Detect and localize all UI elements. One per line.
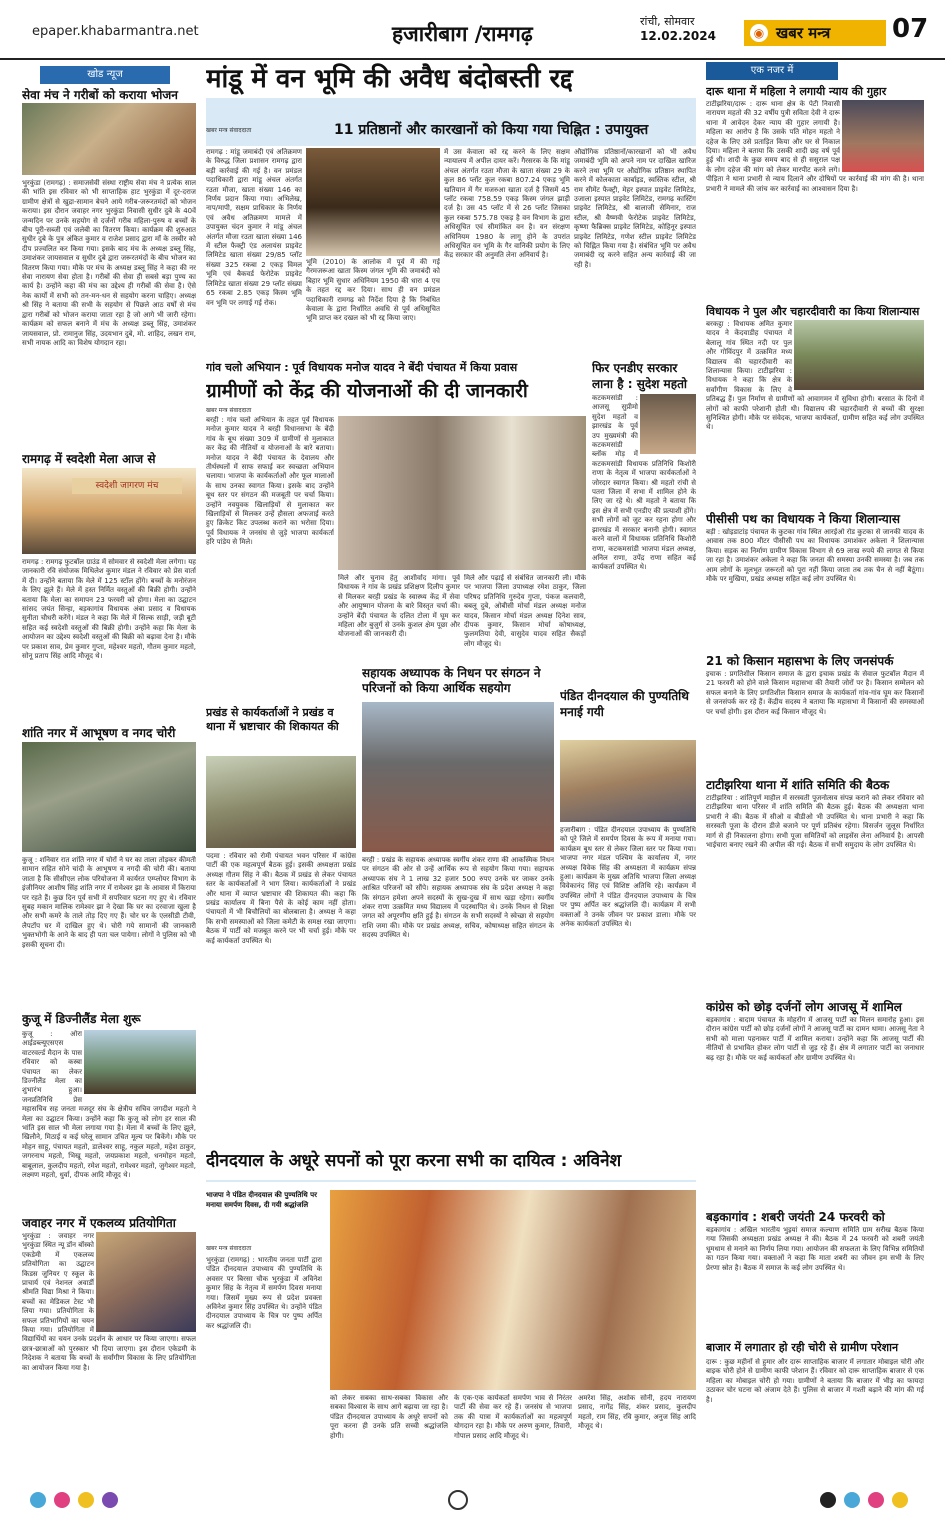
story-title: रामगढ़ में स्वदेशी मेला आज से xyxy=(22,452,156,466)
lead-body-col1: रामगढ़ : मांडू जमाबंदी एवं अतिक्रमण के विरुद्ध जिला प्रशासन रामगढ़ द्वारा बड़ी कार्रवाई की गई है। वन प्रमंडल पदाधिकारी द्वारा मांडू अंचल अंतर्गत रउता मौजा, खाता संख्या 146 का निर्णय प्रदान किया गया। अभिलेख, नाप/मापी, सक्षम प्राधिकार के निर्णय एवं अवैध अतिक्रमण मामले में उपायुक्त चंदन कुमार ने मांडू अंचल अंतर्गत मौजा रउता खाता संख्या 146 में स्टील फैक्ट्री एंड अलायंस प्राइवेट लिमिटेड खाता संख्या 29/85 प्लॉट संख्या 325 रकबा 2 एकड़ विमल भूमि एवं बैकवर्ड फेरोटेक प्राइवेट लिमिटेड खाता संख्या 29 प्लॉट संख्या 65 रकबा 2.85 एकड़ किस्म भूमि वन भूमि पर लगाई गई रोक। xyxy=(206,148,302,307)
brand-name: खबर मन्त्र xyxy=(776,24,831,42)
story-text: भुरकुंडा : जवाहर नगर भुरकुंडा स्थित न्यू डॉन बॉस्को एकडेमी में एकलव्य प्रतियोगिता का उद्घाटन किडस जुनियर ए स्कूल के प्राचार्य एवं नेशनल अवार्डी श्रीमति विद्या मिश्रा ने किया। बच्चों का मेडिकल टेस्ट भी लिया गया। प्रतियोगिता के सफल प्रतिभागियों का चयन किया गया। प्रतियोगिता में विद्यार्थियों का चयन उनके प्रदर्शन के आधार पर किया जाएगा। सफल छात्र-छात्राओं को पुरस्कार भी दिया जाएगा। इस दौरान एकेडमी के निदेशक ने बताया कि बच्चों के सर्वांगीण विकास के लिए प्रतियोगिता का आयोजन किया गया है। xyxy=(22,1232,196,1372)
story-photo xyxy=(22,103,196,175)
masthead xyxy=(0,0,945,60)
story-body: के एक-एक कार्यकर्ता समर्पण भाव से निरंतर पार्टी की सेवा कर रहे हैं। जनसंघ से भाजपा तक की यात्रा में कार्यकर्ताओं का महत्वपूर्ण योगदान रहा है। मौके पर अरुण कुमार, तिवारी, गोपाल प्रसाद आदि मौजूद थे। xyxy=(454,1394,572,1440)
story-body: टाटीझरिया : शांतिपूर्ण माहौल में सरस्वती पूजनोत्सव संपन्न कराने को लेकर रविवार को टाटीझरिया थाना परिसर में शांति समिति की बैठक हुई। बैठक की अध्यक्षता थाना प्रभारी ने की। बैठक में सीओ व बीडीओ भी उपस्थित थे। थाना प्रभारी ने कहा कि सरस्वती पूजा के दौरान डीजे बजाने पर पूर्ण प्रतिबंध रहेगा। विसर्जन जुलूस निर्धारित मार्ग से ही निकालना होगा। सभी पूजा समितियों को लाइसेंस लेना अनिवार्य है। आपसी भाईचारा बनाए रखने की अपील की गई। बैठक में सभी समुदाय के लोग उपस्थित थे। xyxy=(706,794,924,850)
story-body xyxy=(706,320,924,504)
story-text: बरकट्ठा : विधायक अमित कुमार यादव ने केंदवाडीह पंचायत में बेलालू गांव स्थित नदी पर पुल और गोविंदपुर में उत्क्रमित मध्य विद्यालय की चहारदीवारी का शिलान्यास किया। टाटीझरिया : विधायक ने कहा कि क्षेत्र के सर्वांगीण विकास के लिए वे प्रतिबद्ध हैं। पुल निर्माण से ग्रामीणों को आवागमन में सुविधा होगी। बरसात के दिनों में लोगों को काफी परेशानी होती थी। विद्यालय की चहारदीवारी से बच्चों की सुरक्षा सुनिश्चित होगी। मौके पर संवेदक, भाजपा कार्यकर्ता, ग्रामीण सहित कई लोग उपस्थित थे। xyxy=(706,320,924,432)
lead-subhead: 11 प्रतिष्ठानों और कारखानों को किया गया चिह्नित : उपायुक्त xyxy=(334,122,649,138)
story-title: जवाहर नगर में एकलव्य प्रतियोगिता xyxy=(22,1216,176,1230)
story-title: पंडित दीनदयाल की पुण्यतिथि मनाई गयी xyxy=(560,689,689,719)
lead-body-col3: में उस केवाला को रद्द करने के लिए सक्षम न्यायालय में अपील दायर करें। गैरसरक के कि मांडू अंचल अंतर्गत रउता मौजा के खाता संख्या 29 के कुल 86 प्लॉट कुल रकबा 807.24 एकड़ भूमि खतियान में गैर मजरुआ खाता दर्ज है जिसमें 45 प्लॉट रकबा 758.59 एकड़ किस्म जंगल झाड़ी दर्ज है। उस 45 प्लॉट में से 26 प्लॉट जिसका कुल रकबा 575.78 एकड़ है वन विभाग के द्वारा अधिसूचित एवं सीमांकित वन है। वन संरक्षण अधिनियम 1980 के लागू होने के उपरांत अधिसूचित वन भूमि के गैर वानिकी प्रयोग के लिए केंद्र सरकार की अनुमति लेना अनिवार्य है। xyxy=(444,148,570,260)
color-dot xyxy=(820,1492,836,1508)
story-text: कुजू : ओरा आईडब्ल्यूएसएस वाटरवर्ल्ड मैदान के पास रविवार को कस्बा पंचायत का लेकर डिज्नीलैंड मेला का शुभारंभ हुआ। जनप्रतिनिधि प्रेस महासचिव सह जनता मजदूर संघ के क्षेत्रीय सचिव जगदीश महतो ने मेला का उद्घाटन किया। उन्होंने कहा कि कुजू को लोग हर साल की भांति इस साल भी मेला लगाया गया है। मेला में बच्चों के लिए झूले, खिलौने, मिठाई व कई घरेलू सामान उचित मूल्य पर बिकेंगे। मौके पर मोहन साहू, पंचायत महतो, डालेश्वर साहू, नकुल महतो, महेश ठाकुर, जगरनाथ महतो, भिखू महतो, जयप्रकाश महतो, धनमोहन महतो, बाबूलाल, कुलदीप महतो, रमेश महतो, रामेश्वर महतो, जुगेश्वर महतो, लक्ष्मण महतो, धुर्वा, दीपक आदि मौजूद थे। xyxy=(22,1030,196,1180)
story-photo xyxy=(22,742,196,852)
lead-headline: मांडू में वन भूमि की अवैध बंदोबस्ती रद्द xyxy=(206,64,573,94)
color-dot xyxy=(30,1492,46,1508)
story-body: हजारीबाग : पंडित दीनदयाल उपाध्याय के पुण्यतिथि को पूरे जिले में समर्पण दिवस के रूप में मनाया गया। कार्यक्रम बूथ स्तर से लेकर जिला स्तर पर किया गया। भाजपा नगर मंडल पश्चिम के कार्यालय में, नगर अध्यक्ष विवेक सिंह की अध्यक्षता में कार्यक्रम संपन्न हुआ। कार्यक्रम के मुख्य अतिथि भाजपा जिला अध्यक्ष विवेकानंद सिंह एवं विशिष्ट अतिथि रहे। कार्यक्रम में उपस्थित लोगों ने पंडित दीनदयाल उपाध्याय के चित्र पर पुष्प अर्पित कर श्रद्धांजलि दी। कार्यक्रम में सभी वक्ताओं ने उनके जीवन पर प्रकाश डाला। मौके पर अनेक कार्यकर्ता उपस्थित थे। xyxy=(560,826,696,929)
registration-mark-icon xyxy=(448,1490,468,1510)
color-dot xyxy=(892,1492,908,1508)
story-title: फिर एनडीए सरकार लाना है : सुदेश महतो xyxy=(592,361,688,391)
story-body: पदमा : रविवार को रोमी पंचायत भवन परिसर में कांग्रेस पार्टी की एक महत्वपूर्ण बैठक हुई। इसकी अध्यक्षता प्रखंड अध्यक्ष गौतम सिंह ने की। बैठक में प्रखंड से लेकर पंचायत स्तर के कार्यकर्ताओं ने भाग लिया। कार्यकर्ताओं ने प्रखंड और थाना में व्याप्त भ्रष्टाचार की शिकायत की। कहा कि प्रखंड कार्यालय में बिना पैसे के कोई काम नहीं होता। पंचायतों में भी बिचौलियों का बोलबाला है। अध्यक्ष ने कहा कि सभी समस्याओं को जिला कमेटी के समक्ष रखा जाएगा। बैठक में पार्टी को मजबूत करने पर भी चर्चा हुई। मौके पर कई कार्यकर्ता उपस्थित थे। xyxy=(206,852,356,945)
color-dot xyxy=(844,1492,860,1508)
divider xyxy=(206,1180,696,1182)
story-body xyxy=(592,394,696,698)
story-body: भुरकुंडा (रामगढ़) : समाजसेवी संस्था राष्ट्रीय सेवा मंच ने प्रत्येक साल की भांति इस रविवार को भी साप्ताहिक हाट भुरकुंडा में दूर-दराज ग्रामीण क्षेत्रों से खुद्रा-सामान बेचने आये गरीब-जरूरतमंदों को भोजन कराया। इस दौरान जवाहर नगर भुरकुंडा निवासी सुधीर दुबे के 40वें जन्मदिन पर उनके सहयोग से दर्जनों गरीब महिला-पुरुष व बच्चों के बीच पूरी-सब्जी एवं जलेबी का वितरण किया। कार्यक्रम की शुरुआत सुधीर दुबे के पुत्र अंकित कुमार व राजेश प्रसाद द्वारा माँ के तस्वीर को दीप प्रज्वलित कर किया गया। इसके बाद मंच के अध्यक्ष डब्लू सिंह, उमाशंकर जायसवाल व सुधीर दुबे द्वारा जरूरतमंदों के बीच भोजन का वितरण किया गया। मौके पर मंच के अध्यक्ष डब्लू सिंह ने कहा की नर सेवा नारायण सेवा होता है। गरीबों की सेवा ही सबसे बड़ा पुण्य का कार्य है। उन्होंने कहा की मंच का उद्देश्य ही गरीबों की सेवा है। ऐसे नेक कार्यों में सभी को तन-मन-धन से सहयोग करना चाहिए। अध्यक्ष श्री सिंह ने बताया की सभी के सहयोग से पिछले आठ वर्षों से मंच द्वारा गरीबों को भोजन कराया जाता रहा है जो आगे भी जारी रहेगा। कार्यक्रम को सफल बनाने में मंच के अध्यक्ष डब्लू सिंह, उमाशंकर जायसवाल, प्रो. रामानुज सिंह, उदयभान दुबे, मो. शाहिद, लखन राम, सभी नायक आदि का विशेष योगदान रहा। xyxy=(22,179,196,347)
story-body: भुरकुंडा (रामगढ़) : भारतीय जनता पार्टी द्वारा पंडित दीनदयाल उपाध्याय की पुण्यतिथि के अवसर पर बिरसा चौक भुरकुंडा में अविनेश कुमार सिंह के नेतृत्व में समर्पण दिवस मनाया गया। जिसमें मुख्य रूप से प्रदेश प्रवक्ता अविनेश कुमार सिंह उपस्थित थे। उन्होंने पंडित दीनदयाल उपाध्याय के चित्र पर पुष्प अर्पित कर श्रद्धांजलि दी। xyxy=(206,1256,322,1330)
story-photo xyxy=(560,740,696,822)
story-title: दीनदयाल के अधूरे सपनों को पूरा करना सभी का दायित्व : अविनेश xyxy=(206,1151,622,1171)
lead-body-col4: औद्योगिक प्रतिष्ठानों/कारखानों को भी अवैध जमाबंदी भूमि को अपने नाम पर दाखिल खारिज करने तथा भूमि पर औद्योगिक प्रतिष्ठान स्थापित करने में कोलकाता कार्बाइड, स्वस्तिक स्टील, श्री राम सीमेंट फैक्ट्री, मेहर इस्पात प्राइवेट लिमिटेड, उजाला इस्पात प्राइवेट लिमिटेड, रामगढ़ कास्टिंग प्राइवेट लिमिटेड, श्री बालाजी सेमिनार, राज स्टील, श्री वैष्णवी फेरोटेक प्राइवेट लिमिटेड, कृष्णा फैब्रिक्स प्राइवेट लिमिटेड, कोहिनूर इस्पात प्राइवेट लिमिटेड, गणेश स्टील प्राइवेट लिमिटेड को चिह्नित किया गया है। संबंधित भूमि पर अवैध जमाबंदी रद्द करने सहित अन्य कार्रवाई की जा रही है। xyxy=(574,148,696,269)
subhead-band xyxy=(206,98,696,146)
story-title: सेवा मंच ने गरीबों को कराया भोजन xyxy=(22,88,178,102)
story-body: बड़कागांव : अखिल भारतीय भुइयां समाज कल्याण समिति ग्राम सरीख बैठक किया गया जिसकी अध्यक्षता प्रखंड अध्यक्ष ने की। बैठक में 24 फरवरी को शबरी जयंती धूमधाम से मनाने का निर्णय लिया गया। आयोजन की सफलता के लिए विभिन्न समितियों का गठन किया गया। वक्ताओं ने कहा कि माता शबरी का जीवन हम सभी के लिए प्रेरणा स्रोत है। बैठक में समाज के कई लोग उपस्थित थे। xyxy=(706,1226,924,1272)
story-title: बाजार में लगातार हो रही चोरी से ग्रामीण परेशान xyxy=(706,1341,899,1354)
story-body: मिले और पढ़ाई से संबंधित जानकारी ली। मौके पर भाजपा जिला उपाध्यक्ष रमेश ठाकुर, जिला परिषद प्रतिनिधि गुरुदेव गुप्ता, पंकज कलवारी, बबलू दुबे, ओबीसी मोर्चा मंडल अध्यक्ष मनोज यादव, किसान मोर्चा मंडल अध्यक्ष दिनेश साव, दीपक कुमार, किसान मोर्चा कोषाध्यक्ष, फुलमतिया देवी, वासुदेव यादव सहित सैकड़ों लोग मौजूद थे। xyxy=(464,574,586,648)
story-photo xyxy=(330,1190,696,1390)
story-text: टाटीझरिया/दारू : दारू थाना क्षेत्र के पेटी निवासी नारायण महतो की 32 वर्षीय पुत्री सविता देवी ने दारू थाना में आवेदन देकर न्याय की गुहार लगायी है। महिला का आरोप है कि उसके पति मोहन महतो ने दहेज के लिए उसे प्रताड़ित किया और घर से निकाल दिया। महिला ने बताया कि उसकी शादी छह वर्ष पूर्व हुई थी। शादी के कुछ समय बाद से ही ससुराल पक्ष के लोग दहेज की मांग को लेकर मारपीट करने लगे। पीड़िता ने थाना प्रभारी से न्याय दिलाने और दोषियों पर कार्रवाई की मांग की है। थाना प्रभारी ने मामले की जांच कर कार्रवाई का आश्वासन दिया है। xyxy=(706,100,924,193)
story-body: बरही : प्रखंड के सहायक अध्यापक स्वर्गीय शंकर राणा की आकस्मिक निधन पर संगठन की ओर से उन्हें आर्थिक रूप से सहयोग किया गया। सहायक अध्यापक संघ ने 1 लाख 32 हजार 500 रुपए उनके घर जाकर उनके आश्रित परिजनों को सौंपे। सहायक अध्यापक संघ के प्रदेश अध्यक्ष ने कहा कि संगठन हमेशा अपने सदस्यों के सुख-दुख में साथ खड़ा रहेगा। स्वर्गीय शंकर राणा उत्क्रमित मध्य विद्यालय में पदस्थापित थे। उनके निधन से शिक्षा जगत को अपूरणीय क्षति हुई है। संगठन के सभी सदस्यों ने स्वेच्छा से सहयोग राशि जमा की। मौके पर प्रखंड अध्यक्ष, सचिव, कोषाध्यक्ष सहित संगठन के सदस्य उपस्थित थे। xyxy=(362,856,554,940)
section-tag: खोड न्यूज xyxy=(40,66,170,84)
story-body xyxy=(706,100,924,296)
story-body: मिले और चुनाव हेतु आशीर्वाद मांगा। पूर्व विधायक ने गांव के प्रखंड प्रशिक्षण दिलीप कुमार से मिलकर बरही प्रखंड के स्वास्थ्य केंद्र में सेवा और आयुष्मान योजना के बारे विस्तृत चर्चा की। उन्होंने बेंदी पंचायत के दलित टोला में घूम कर महिला और बुजुर्ग से उनके कुशल क्षेम पूछा और योजनाओं की जानकारी दी। xyxy=(338,574,460,639)
story-body: को लेकर सबका साथ-सबका विकास और सबका विश्वास के साथ आगे बढ़ाया जा रहा है। पंडित दीनदयाल उपाध्याय के अधूरे सपनों को पूरा करना ही उनके प्रति सच्ची श्रद्धांजलि होगी। xyxy=(330,1394,448,1440)
kicker: भाजपा ने पंडित दीनदयाल की पुण्यतिथि पर मनाया समर्पण दिवस, दी गयी श्रद्धांजलि xyxy=(206,1191,317,1209)
story-body: कुजू : शनिवार रात शांति नगर में चोरों ने घर का ताला तोड़कर कीमती सामान सहित सोने चांदी के आभूषण व नगदी की चोरी की। बताया जाता है कि सीसीएल लोक परियोजना में कार्यरत एम्प्लोयर विभाग के इंजीनियर आशीष सिंह शांति नगर में रामेश्वर झा के आवास में किराया पर रहते हैं। कुछ दिन पूर्व सभी में सपरिवार घटना गए हुए थे। रविवार सुबह मकान मालिक रामेश्वर झा ने देखा कि घर का दरवाजा खुला है और सभी कमरे के ताले तोड़ दिए गए हैं। चोर घर के एलसीडी टीवी, लैपटॉप घर में दाखिल हुए थे। चोरी गये सामानों की जानकारी भुक्तभोगी के आने के बाद ही पता चल पायेगा। लोगों ने पुलिस को भी इसकी सूचना दी। xyxy=(22,856,196,949)
story-title: बड़कागांव : शबरी जयंती 24 फरवरी को xyxy=(706,1210,885,1224)
story-photo xyxy=(338,416,586,570)
story-body: इचाक : प्रगतिशील किसान समाज के द्वारा इचाक प्रखंड के सेवाल फुटबॉल मैदान में 21 फरवरी को होने वाले किसान महासभा की तैयारी जोरों पर है। किसान सम्मेलन को सफल बनाने के लिए प्रगतिशील किसान समाज के कार्यकर्ता गांव-गांव घूम कर किसानों से जनसंपर्क कर रहे हैं। केंद्रीय सदस्य ने बताया कि महासभा में किसानों की समस्याओं पर चर्चा होगी। इस दौरान कई किसान मौजूद थे। xyxy=(706,670,924,716)
story-body: बरही : गांव चलो अभियान के तहत पूर्व विधायक मनोज कुमार यादव ने बरही विधानसभा के बेंदी गांव के बूथ संख्या 309 में ग्रामीणों से मुलाकात कर केंद्र की नीतियों व योजनाओं के बारे बताया। मनोज यादव ने बेंदी पंचायत के देवालय और तीर्थस्थलों में साफ सफाई कर स्वच्छता अभियान चलाया। भाजपा के कार्यकर्ताओं और फूल मालाओं के साथ उनका स्वागत किया। इसके बाद उन्होंने बूथ स्तर पर संगठन की मजबूती पर चर्चा किया। उन्होंने नवयुवक खिलाड़ियों से मुलाकात कर खिलाड़ियों से मिलकर उन्हें हौसला अफजाई करते हुए क्रिकेट किट उपलब्ध कराने का भरोसा दिया। पूर्व विधायक ने जनसंघ से जुड़े भाजपा कार्यकर्ता हरि पांडेय से मिले। xyxy=(206,416,334,547)
story-body xyxy=(22,1030,196,1210)
story-title: दारू थाना में महिला ने लगायी न्याय की गुहार xyxy=(706,85,887,98)
story-title: प्रखंड से कार्यकर्ताओं ने प्रखंड व थाना में भ्रष्टाचार की शिकायत की xyxy=(206,706,339,733)
color-dot xyxy=(102,1492,118,1508)
issue-date: 12.02.2024 xyxy=(640,29,716,43)
color-dot xyxy=(78,1492,94,1508)
photo-banner: स्वदेशी जागरण मंच xyxy=(72,478,182,494)
story-body: अमरेश सिंह, अशोक सोनी, हदय नारायण प्रसाद, नागेंद्र सिंह, शंकर प्रसाद, कुलदीप महतो, राम सिंह, रवि कुमार, अनुज सिंह आदि मौजूद थे। xyxy=(578,1394,696,1431)
color-dot xyxy=(868,1492,884,1508)
brand-mark-icon: ◉ xyxy=(750,24,768,42)
lead-body-col2: भूमि (2010) के आलोक में पूर्व में की गई गैरमजरूआ खाता किस्म जंगल भूमि की जमाबंदी को बिहार भूमि सुधार अधिनियम 1950 की धारा 4 एच के तहत रद्द कर दिया। साथ ही वन प्रमंडल पदाधिकारी रामगढ़ को निर्देश दिया है कि निबंधित केवाला के द्वारा निर्धारित अवधि से पूर्व अधिसूचित भूमि प्राप्त कर दखल को भी रद्द किया जाए। xyxy=(306,258,440,323)
story-photo xyxy=(362,702,554,852)
story-body: बड़कागांव : बादाम पंचायत के मोहरोंग में आजसू पार्टी का मिलन समारोह हुआ। इस दौरान कांग्रेस पार्टी को छोड़ दर्जनों लोगों ने आजसू पार्टी का दामन थामा। आजसू नेता ने सभी को माला पहनाकर पार्टी में शामिल कराया। उन्होंने कहा कि आजसू पार्टी की नीतियों से प्रभावित होकर लोग पार्टी से जुड़ रहे हैं। क्षेत्र में लगातार पार्टी का जनाधार बढ़ रहा है। मौके पर कई कार्यकर्ता और ग्रामीण उपस्थित थे। xyxy=(706,1016,924,1062)
story-title: 21 को किसान महासभा के लिए जनसंपर्क xyxy=(706,654,894,668)
story-title: विधायक ने पुल और चहारदीवारी का किया शिलान्यास xyxy=(706,305,920,318)
official-photo xyxy=(306,148,440,256)
site-url[interactable]: epaper.khabarmantra.net xyxy=(32,24,199,39)
edition-city: हजारीबाग /रामगढ़ xyxy=(392,22,533,46)
story-body: रामगढ़ : रामगढ़ फुटबॉल ग्राउंड में सोमवार से स्वदेशी मेला लगेगा। यह जानकारी रवि संयोजक मिथिलेश कुमार मंडल ने रविवार को प्रेस वार्ता में दी। उन्होंने बताया कि मेले में 125 स्टॉल होंगे। बच्चों के मनोरंजन के लिए झूले हैं। मेले में हस्त निर्मित वस्तुओं की बिक्री होगी। उन्होंने बताया कि मेला का समापन 23 फरवरी को होगा। मेला का उद्घाटन सांसद जयंत सिन्हा, बड़कागांव विधायक अंबा प्रसाद व विधायक सुनीता चौधरी करेंगे। मंडल ने कहा कि मेले में सिल्क साड़ी, जड़ी बूटी सहित कई स्वदेशी वस्तुओं की बिक्री होगी। उन्होंने कहा कि मेला के आयोजन का उद्देश्य स्वदेशी वस्तुओं की बिक्री को बढ़ावा देना है। मौके पर प्रकाश साव, प्रेम कुमार गुप्ता, महेश्वर महतो, गौतम कुमार महतो, सोनू प्रताप सिंह आदि मौजूद थे। xyxy=(22,558,196,661)
brand-logo xyxy=(744,20,886,46)
byline: खबर मन्त्र संवाददाता xyxy=(206,1245,252,1252)
page-number: 07 xyxy=(892,14,929,44)
story-title: कांग्रेस को छोड़ दर्जनों लोग आजसू में शामिल xyxy=(706,1000,902,1014)
byline: खबर मन्त्र संवाददाता xyxy=(206,127,252,134)
story-photo xyxy=(206,756,356,848)
story-title: टाटीझरिया थाना में शांति समिति की बैठक xyxy=(706,778,890,792)
story-body: दारू : कुछ महीनों से हुमार और दारू साप्ताहिक बाजार में लगातार मोबाइल चोरी और बाइक चोरी होने से ग्रामीण काफी परेशान हैं। रविवार को दारू साप्ताहिक बाजार से एक महिला का मोबाइल चोरी हो गया। ग्रामीणों ने बताया कि बाजार में भीड़ का फायदा उठाकर चोर घटना को अंजाम देते हैं। पुलिस से बाजार में गश्ती बढ़ाने की मांग की गई है। xyxy=(706,1358,924,1404)
story-title: कुजू में डिज्नीलैंड मेला शुरू xyxy=(22,1012,141,1026)
story-title: शांति नगर में आभूषण व नगद चोरी xyxy=(22,726,176,740)
place-day: रांची, सोमवार xyxy=(640,15,695,28)
story-title: ग्रामीणों को केंद्र की योजनाओं की दी जानकारी xyxy=(206,380,528,402)
story-photo xyxy=(22,468,196,554)
footer-strip xyxy=(0,1486,945,1517)
section-tag: एक नजर में xyxy=(706,62,838,80)
story-body: बड़ी : खोइडाटांड़ पंचायत के कुटका गांव स्थित आरईओ रोड कुटका से जानकी यादव के आवास तक 800 मीटर पीसीसी पथ का विधायक उमाशंकर अकेला ने शिलान्यास किया। सड़क का निर्माण ग्रामीण विकास विभाग से 69 लाख रुपये की लागत से किया जा रहा है। उमाशंकर अकेला ने कहा कि जनता की समस्या उनकी समस्या है। जब तक आम लोगों के मूलभूत जरूरतों को पूरा नहीं किया जाता तब तक चैन से नहीं बैठूंगा। मौके पर मुखिया, प्रखंड अध्यक्ष सहित कई लोग उपस्थित थे। xyxy=(706,528,924,584)
story-text: कटकमसांडी : आजसू सुप्रीमो सुदेश महतो व झारखंड के पूर्व उप मुख्यमंत्री की कटकमसांडी ब्लॉक मोड़ में कटकमसांडी विधायक प्रतिनिधि किशोरी राणा के नेतृत्व में भाजपा कार्यकर्ताओं ने जोरदार स्वागत किया। श्री महतो रांची से पतरा जिला में सभा में शामिल होने के लिए जा रहे थे। श्री महतो ने बताया कि इस क्षेत्र में सभी एनडीए की प्रत्याशी होंगे। सभी लोगों को जुट कर रहना होगा और झारखंड में सरकार बनानी होगी। स्वागत करने वालों में विधायक प्रतिनिधि किशोरी राणा, कटकमसांडी भाजपा मंडल अध्यक्ष, अनिल राणा, उपेंद्र राणा सहित कई कार्यकर्ता उपस्थित थे। xyxy=(592,394,696,572)
kicker: गांव चलो अभियान : पूर्व विधायक मनोज यादव ने बेंदी पंचायत में किया प्रवास xyxy=(206,361,518,374)
color-dot xyxy=(54,1492,70,1508)
story-body xyxy=(22,1232,196,1472)
dateline xyxy=(640,14,716,44)
byline: खबर मन्त्र संवाददाता xyxy=(206,407,252,414)
story-title: सहायक अध्यापक के निधन पर संगठन ने परिजनों को किया आर्थिक सहयोग xyxy=(362,666,541,695)
story-title: पीसीसी पथ का विधायक ने किया शिलान्यास xyxy=(706,512,900,526)
